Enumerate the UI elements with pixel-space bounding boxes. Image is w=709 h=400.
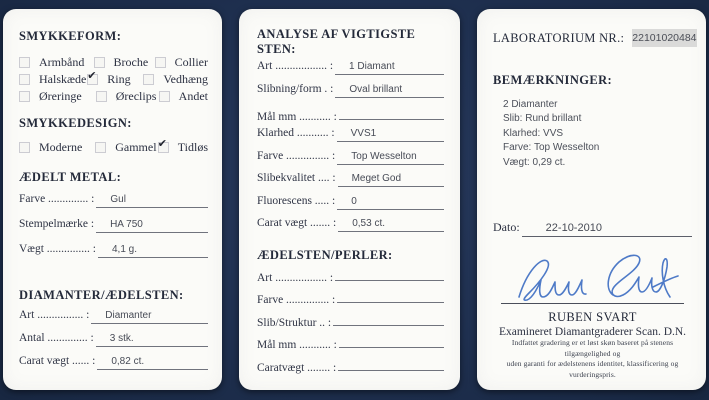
bemaerkninger-heading: BEMÆRKNINGER:	[493, 72, 613, 87]
checkbox	[155, 57, 166, 68]
field-art	[257, 60, 444, 82]
field-value: HA 750	[96, 218, 208, 233]
lab-number-label: LABORATORIUM NR.:	[493, 30, 625, 45]
checkbox	[94, 57, 105, 68]
field-value: 1 Diamant	[335, 60, 444, 75]
checkbox	[157, 136, 169, 153]
checkbox	[19, 91, 30, 102]
aedelt-metal-heading: ÆDELT METAL:	[19, 169, 122, 184]
checkbox-halskaede	[19, 72, 87, 87]
field-value: Diamanter	[91, 309, 208, 324]
checkbox	[96, 91, 107, 102]
checkbox	[19, 74, 30, 85]
field-klarhed	[257, 127, 444, 149]
remark-line: 2 Diamanter	[503, 98, 558, 110]
checkbox-ring	[87, 68, 143, 87]
remark-line: Vægt: 0,29 ct.	[503, 156, 566, 168]
field-slibekvalitet	[257, 172, 444, 194]
field-value	[335, 266, 444, 281]
checkbox-label: Øreclips	[115, 88, 157, 103]
card-laboratory	[477, 9, 706, 390]
date-row	[493, 220, 692, 237]
field-label: Mål mm ........... :	[257, 111, 337, 124]
field-label: Carat vægt ...... :	[19, 355, 96, 368]
disclaimer-line: uden garanti for ædelstenens identitet, klassificering og vurderingspris.	[506, 359, 679, 379]
checkbox-label: Vedhæng	[163, 71, 208, 86]
field-label: Stempelmærke :	[19, 217, 95, 230]
card-jewelry-form	[3, 9, 222, 390]
remarks-block	[503, 98, 692, 171]
lab-number-row	[493, 29, 697, 47]
remark-line: Slib: Rund brillant	[503, 113, 582, 124]
field-label: Mål mm ........... :	[257, 339, 337, 352]
checkbox	[87, 68, 98, 85]
field-value: VVS1	[337, 127, 444, 142]
field-value: 4,1 g.	[98, 243, 208, 258]
field-value	[339, 105, 444, 120]
checkmark-icon: ✔	[87, 68, 97, 82]
field-farve	[19, 193, 208, 218]
field-label: Fluorescens ..... :	[257, 194, 336, 207]
signer-title: Examineret Diamantgraderer Scan. D.N.	[498, 326, 687, 338]
field-art	[257, 266, 444, 288]
date-label: Dato:	[493, 220, 520, 234]
field-label: Caratvægt ........ :	[257, 361, 337, 374]
checkbox-armbaand	[19, 55, 94, 70]
checkbox-oereringe	[19, 89, 96, 104]
field-caratvaegt	[257, 356, 444, 378]
checkbox	[95, 142, 106, 153]
checkbox-row	[19, 136, 208, 156]
field-value: Meget God	[338, 172, 444, 187]
lab-number-value: 22101020484	[632, 29, 696, 47]
disclaimer	[493, 338, 692, 380]
checkbox-label: Armbånd	[39, 54, 85, 69]
field-value: 0,53 ct.	[338, 217, 444, 232]
field-label: Klarhed ........... :	[257, 127, 335, 140]
checkbox-label: Collier	[174, 54, 208, 69]
field-slib-struktur	[257, 311, 444, 333]
field-value	[333, 311, 444, 326]
field-label: Farve .............. :	[19, 192, 95, 205]
checkbox-row	[19, 68, 208, 88]
field-maal-mm	[257, 333, 444, 355]
checkbox-collier	[155, 55, 208, 70]
field-label: Farve ............... :	[257, 294, 336, 307]
checkmark-icon: ✔	[157, 136, 167, 150]
card-stone-analysis	[239, 9, 460, 390]
field-label: Farve ............... :	[257, 149, 336, 162]
aedelsten-heading: ÆDELSTEN/PERLER:	[257, 247, 393, 262]
field-value	[338, 356, 444, 371]
checkbox-oereclips	[96, 89, 159, 104]
field-carat-vaegt	[19, 355, 208, 378]
field-label: Slib/Struktur .. :	[257, 316, 332, 329]
smykkedesign-heading: SMYKKEDESIGN:	[19, 115, 132, 130]
field-value: Top Wesselton	[337, 150, 444, 165]
field-value: 0,82 ct.	[97, 355, 208, 370]
remark-line: Farve: Top Wesselton	[503, 142, 600, 153]
checkbox-label: Ring	[107, 71, 131, 86]
checkbox-label: Andet	[178, 88, 208, 103]
checkbox-moderne	[19, 140, 95, 155]
checkbox-label: Moderne	[39, 139, 83, 154]
smykkeform-heading: SMYKKEFORM:	[19, 29, 122, 44]
checkbox-label: Øreringe	[39, 88, 82, 103]
checkbox-broche	[94, 55, 155, 70]
field-vaegt	[19, 243, 208, 268]
checkbox-row	[19, 88, 208, 105]
signer-name: RUBEN SVART	[548, 310, 637, 324]
field-farve	[257, 150, 444, 172]
checkbox-tidloes	[157, 136, 208, 155]
checkbox	[143, 74, 154, 85]
field-stempelmaerke	[19, 218, 208, 243]
field-label: Antal .............. :	[19, 332, 94, 345]
signature	[501, 247, 699, 309]
field-label: Art ................ :	[19, 309, 90, 322]
field-maal-mm	[257, 105, 444, 127]
checkbox-label: Tidløs	[177, 139, 208, 154]
field-farve	[257, 288, 444, 310]
field-carat-vaegt	[257, 217, 444, 239]
field-label: Art .................. :	[257, 60, 334, 73]
checkbox	[159, 91, 170, 102]
diamanter-heading: DIAMANTER/ÆDELSTEN:	[19, 287, 184, 302]
field-label: Slibekvalitet .... :	[257, 172, 336, 185]
field-value: 0	[337, 195, 444, 210]
checkbox	[19, 57, 30, 68]
field-value: Oval brillant	[335, 83, 444, 98]
field-value	[337, 288, 444, 303]
checkbox-row	[19, 54, 208, 71]
date-value: 22-10-2010	[522, 221, 692, 237]
field-label: Art .................. :	[257, 272, 334, 285]
field-value	[339, 333, 444, 348]
field-fluorescens	[257, 195, 444, 217]
checkbox-andet	[159, 89, 208, 104]
field-value: 3 stk.	[96, 332, 208, 347]
signature-area	[501, 247, 684, 304]
field-label: Vægt ............... :	[19, 242, 96, 255]
field-antal	[19, 332, 208, 355]
remark-line: Klarhed: VVS	[503, 127, 564, 139]
checkbox-label: Broche	[113, 54, 149, 69]
field-slibning-form	[257, 83, 444, 105]
checkbox-vedhaeng	[143, 72, 208, 87]
checkbox-label: Halskæde	[39, 71, 87, 86]
field-art	[19, 309, 208, 332]
analyse-heading: ANALYSE AF VIGTIGSTE STEN:	[257, 27, 416, 57]
checkbox	[19, 142, 30, 153]
disclaimer-line: Indfattet gradering er et løst skøn baseret på stenens tilgængelighed og	[511, 338, 674, 358]
checkbox-label: Gammel	[115, 139, 157, 154]
field-label: Slibning/form . :	[257, 82, 334, 95]
field-label: Carat vægt ....... :	[257, 216, 337, 229]
checkbox-gammel	[95, 140, 158, 155]
field-value: Gul	[96, 193, 208, 208]
